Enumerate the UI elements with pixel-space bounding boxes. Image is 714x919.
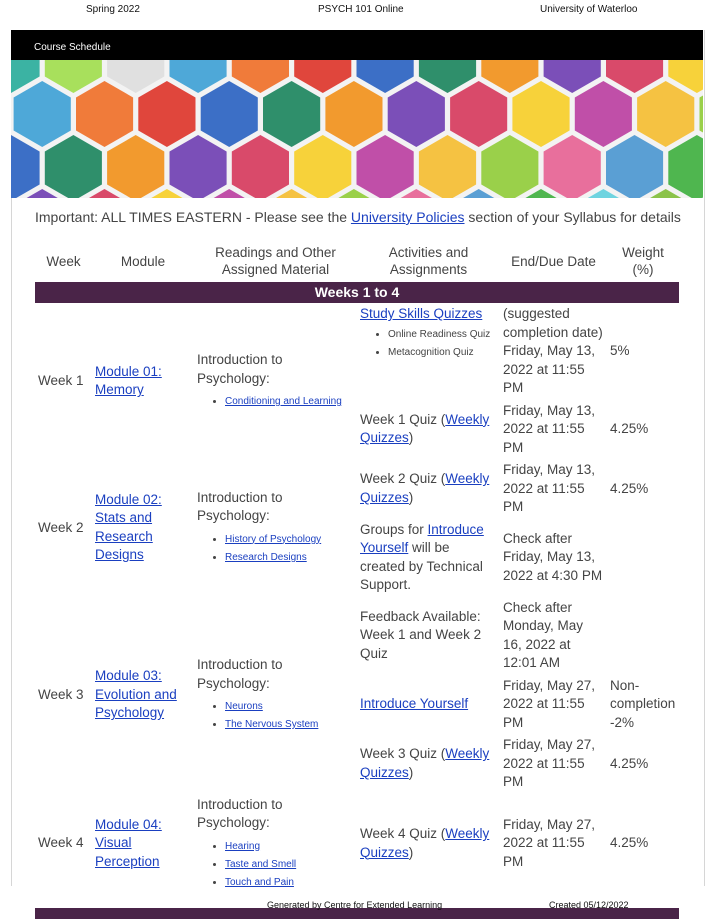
week-4-readings [194,794,357,894]
activity: Week 1 Quiz (Weekly Quizzes) [360,411,490,446]
due-date: Friday, May 27, 2022 at 11:55 PM [503,677,596,730]
weight: 4.25% [610,480,649,496]
week-3-label: Week 3 [38,686,84,702]
list-item [225,393,354,411]
due-date: (suggested completion date) Friday, May 13, 2022 at 11:55 PM [503,306,603,395]
col-weight: Weight (%) [622,245,664,277]
col-module: Module [120,253,166,269]
weight: 4.25% [610,755,649,771]
weeks-band-row [35,282,679,303]
study-skills-quizzes-link[interactable]: Study Skills Quizzes [360,306,483,321]
weekly-quizzes-link[interactable]: Weekly Quizzes [360,746,490,780]
list-item: • Metacognition Quiz [388,344,497,362]
university-policies-link[interactable]: University Policies [350,209,465,225]
reading-link[interactable]: Conditioning and Learning [225,396,342,407]
reading-link[interactable]: Taste and Smell [225,858,297,870]
hexagon-tile [138,81,195,147]
due-date: Check after Monday, May 16, 2022 at 12:01 AM [503,599,584,670]
reading-link[interactable]: The Nervous System [225,719,319,730]
hexagon-tile [170,135,227,198]
module-02-link[interactable]: Module 02: Stats and Research Designs [95,491,162,563]
col-week: Week [46,253,81,269]
week-1-label: Week 1 [38,372,84,388]
reading-link[interactable]: Neurons [225,701,263,712]
hexagon-tile [512,81,569,147]
hexagon-tile [450,81,507,147]
hexagon-tile [232,135,289,198]
due-date: Friday, May 13, 2022 at 11:55 PM [503,402,596,455]
hexagon-tile [201,81,258,147]
table-row [35,794,679,894]
hexagon-tile [606,135,663,198]
university-label: University of Waterloo [540,4,638,15]
hexagon-tile [575,81,632,147]
reading-link[interactable]: Research Designs [225,551,307,563]
hexagon-tile [263,81,320,147]
module-01-link[interactable]: Module 01: Memory [95,363,162,397]
list-item [225,531,354,549]
hexagon-tile [14,81,71,147]
activity: Feedback Available: Week 1 and Week 2 Quiz [360,608,482,661]
activity [357,675,500,735]
list-item [225,874,354,892]
weekly-quizzes-link[interactable]: Weekly Quizzes [360,411,490,446]
introduce-yourself-link[interactable]: Introduce Yourself [360,521,484,555]
due-date: Friday, May 27, 2022 at 11:55 PM [503,737,596,789]
week-2-readings [194,459,357,597]
activity: Week 3 Quiz (Weekly Quizzes) [360,746,490,780]
col-activities: Activities and Assignments [388,245,469,277]
intro-label: Introduction to Psychology: [197,796,283,830]
table-row [35,597,679,675]
hexagon-tile [419,135,476,198]
course-schedule-title-bar [11,30,703,60]
hexagon-banner-image [11,60,703,198]
hexagon-tile [388,81,445,147]
hexagon-tile [76,81,133,147]
list-item [225,716,354,734]
module-04-link[interactable]: Module 04: Visual Perception [95,816,162,869]
weight: 5% [610,343,630,358]
hexagon-tile [294,135,351,198]
intro-label: Introduction to Psychology: [197,352,283,386]
hexagon-tile [11,135,40,198]
activity: Week 2 Quiz (Weekly Quizzes) [360,471,490,505]
weight: 4.25% [610,421,649,436]
term-label: Spring 2022 [86,4,140,15]
hexagon-tile [325,81,382,147]
table-header-row [35,242,679,282]
time-zone-notice [35,209,681,225]
col-readings: Readings and Other Assigned Material [215,245,336,277]
intro-label: Introduction to Psychology: [197,489,283,524]
reading-link[interactable]: History of Psychology [225,533,322,545]
reading-link[interactable]: Hearing [225,840,261,852]
list-item [225,549,354,567]
week-1-readings [194,303,357,459]
list-item [225,698,354,716]
weight: Non-completion -2% [610,677,676,730]
generated-by-label: Generated by Centre for Extended Learning [267,900,443,910]
course-label: PSYCH 101 Online [318,4,404,15]
hexagon-tile [481,135,538,198]
hexagon-tile [668,135,703,198]
notice-text-after: section of your Syllabus for details [464,209,681,225]
table-row [35,459,679,519]
hexagon-tile [107,135,164,198]
hexagon-tile [357,135,414,198]
week-4-label: Week 4 [38,835,84,851]
module-03-link[interactable]: Module 03: Evolution and Psychology [95,668,177,721]
intro-label: Introduction to Psychology: [197,657,283,691]
week-2-label: Week 2 [38,519,84,535]
due-date: Friday, May 13, 2022 at 11:55 PM [503,462,596,514]
activity: Week 4 Quiz (Weekly Quizzes) [360,826,490,860]
week-3-readings [194,597,357,794]
introduce-yourself-link[interactable]: Introduce Yourself [360,696,469,711]
weight: 4.25% [610,835,649,851]
col-due: End/Due Date [511,253,596,269]
weekly-quizzes-link[interactable]: Weekly Quizzes [360,471,490,505]
hexagon-tile [45,135,102,198]
weight [607,519,679,597]
reading-link[interactable]: Touch and Pain [225,876,294,888]
schedule-table [35,242,679,919]
activity: Groups for Introduce Yourself will be created by Technical Support. [360,521,484,592]
weight [607,597,679,675]
weeks-band-label: Weeks 1 to 4 [35,282,679,303]
list-item [225,838,354,856]
created-date-label: Created 05/12/2022 [549,900,629,910]
title-bar-label: Course Schedule [34,42,111,53]
hexagon-tile [637,81,694,147]
list-item [225,856,354,874]
due-date: Check after Friday, May 13, 2022 at 4:30 PM [503,530,603,583]
hexagon-banner [11,60,703,198]
hexagon-tile [544,135,601,198]
page-header [0,4,714,20]
list-item: • Online Readiness Quiz [388,326,497,344]
weekly-quizzes-link[interactable]: Weekly Quizzes [360,826,490,860]
table-row [35,303,679,400]
due-date: Friday, May 27, 2022 at 11:55 PM [503,816,596,869]
notice-text-before: Important: ALL TIMES EASTERN - Please see the [35,209,351,225]
